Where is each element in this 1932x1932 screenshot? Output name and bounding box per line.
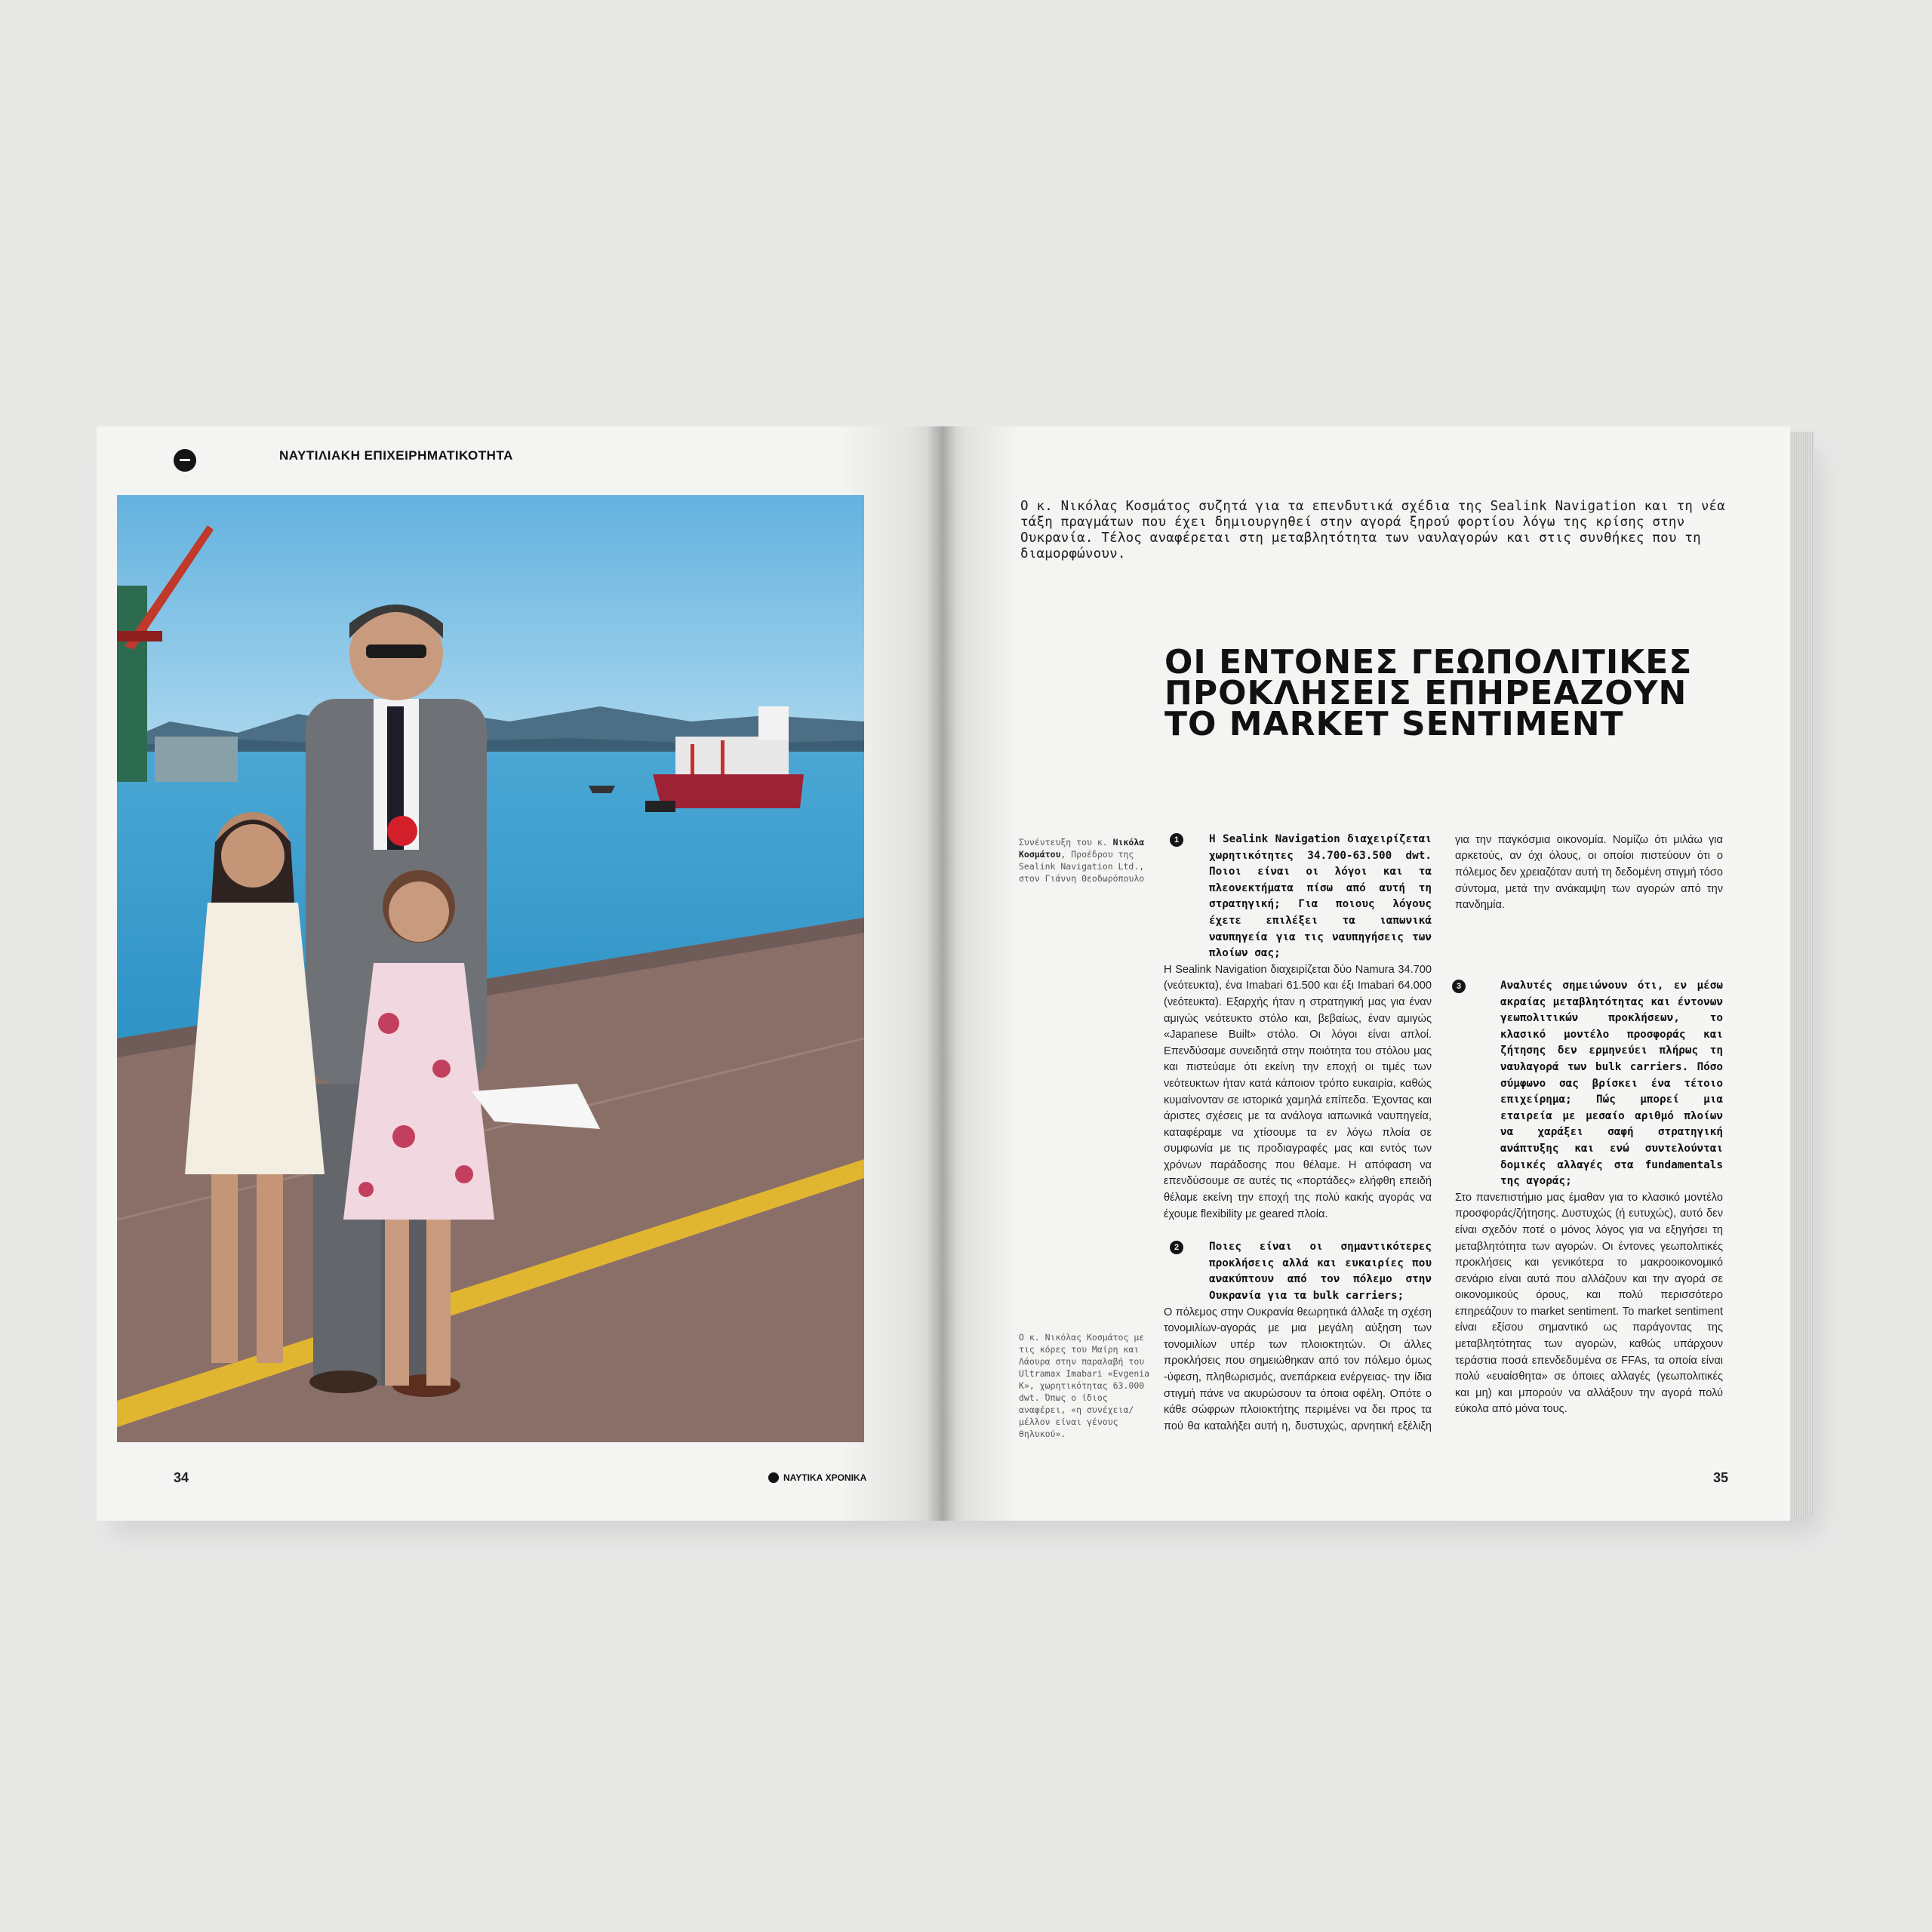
answer-text: Η Sealink Navigation διαχειρίζεται δύο Namura 34.700 (νεότευκτα), ένα Imabari 61.500 και έξι Imabari 64.000 (νεότευκτα). Εξαρχής ήταν η στρατηγική μας για έναν αμιγώς νεότευκτο στόλο και, βεβαίως, έναν αμιγώς «Japanese Built» στόλο. Οι λόγοι είναι απλοί. Επενδύσαμε συνειδητά στην ποιότητα του στόλου μας και πιστεύαμε ότι εκείνη την εποχή οι τιμές των νεότευκτων ήταν κατά κάποιον τρόπο ευκαιρία, καθώς κυμαίνονταν σε ιστορικά χαμηλά επίπεδα. Έχοντας και άριστες σχέσεις με τα ανάλογα ιαπωνικά ναυπηγεία, καταφέραμε να χτίσουμε τα εν λόγω πλοία σε συμφωνία με τις προδιαγραφές μας και εντός των χρόνων παράδοσης που θέλαμε. Η απόφαση να επενδύσουμε σε αυτές τις «πορτάδες» ελήφθη επειδή θέλαμε εκείνη την εποχή της πολύ κακής αγοράς να έχουμε flexibility με geared πλοία. — [1164, 963, 1432, 1220]
question-number-badge: 3 — [1452, 980, 1466, 993]
question-number-badge: 2 — [1170, 1241, 1183, 1254]
feature-photo — [117, 495, 864, 1442]
brand-logo-icon — [768, 1472, 779, 1483]
spine-gutter — [927, 426, 957, 1521]
answer-text: Ο πόλεμος στην Ουκρανία θεωρητικά άλλαξε τη σχέση τονομιλίων-αγοράς με μια μεγάλη αύξηση των τονομιλίων υπέρ των πλοιοκτητών. Οι άλλες προκλήσεις που σημειώθηκαν από τον πόλεμο όμως -ύφεση, πληθωρισμός, ανεπάρκεια ενέργειας- την ίδια στιγμή πάνε να ακυρώσουν τα όποια οφέλη. Οπότε ο κάθε σώφρων πλοιοκτήτης περιμένει να δει προς τα πού θα καταλήξει αυτή η, δυστυχώς, αρνητική εξέλιξη — [1164, 1306, 1432, 1432]
page-number-left: 34 — [174, 1470, 189, 1485]
question-number-badge: 1 — [1170, 833, 1183, 847]
question-text: Ποιες είναι οι σημαντικότερες προκλήσεις αλλά και ευκαιρίες που ανακύπτουν από τον πόλεμο στην Ουκρανία για τα bulk carriers; — [1209, 1241, 1432, 1303]
headline-line: ΤΟ MARKET SENTIMENT — [1164, 705, 1624, 743]
byline — [1019, 836, 1155, 884]
page-number-right: 35 — [1713, 1470, 1729, 1485]
harbor-family-photo — [117, 495, 864, 1442]
byline-name: Νικόλα Κοσμάτου — [1019, 837, 1145, 860]
photo-caption: Ο κ. Νικόλας Κοσμάτος με τις κόρες του Μαίρη και Λάουρα στην παραλαβή του Ultramax Imabari «Evgenia K», χωρητικότητας 63.000 dwt. Όπως ο ίδιος αναφέρει, «η συνέχεια/μέλλον είναι γένους θηλυκού». — [1019, 1332, 1150, 1439]
intro-paragraph: Ο κ. Νικόλας Κοσμάτος συζητά για τα επενδυτικά σχέδια της Sealink Navigation και τη νέα τάξη πραγμάτων που έχει δημιουργηθεί στην αγορά ξηρού φορτίου λόγω της κρίσης στην Ουκρανία. Τέλος αναφέρεται στη μεταβλητότητα των ναυλαγορών και στις συνθήκες που τη διαμορφώνουν. — [1020, 499, 1726, 561]
question-2 — [1164, 1239, 1432, 1304]
answer-text: Στο πανεπιστήμιο μας έμαθαν για το κλασικό μοντέλο προσφοράς/ζήτησης. Δυστυχώς (ή ευτυχώς), αυτό δεν είναι σχεδόν ποτέ ο μόνος λόγος για να εξηγήσει τη μεταβλητότητα των αγορών. Οι έντονες γεωπολιτικές προκλήσεις και γενικότερα το μακροοικονομικό σενάριο είναι αυτά που αλλάζουν και την αγορά σε οικονομικούς όρους, και πολύ περισσότερο επηρεάζουν το market sentiment. Το market sentiment είναι εξίσου σημαντικό ως παράγοντας της μεταβλητότητας των αγορών, καθώς υπάρχουν τεράστια ποσά επενδεδυμένα σε FFAs, τα οποία είναι πολύ «ευαίσθητα» σε όποιες αλλαγές (γεωπολιτικές και μη) και μπορούν να αλλάξουν την αγορά πολύ εύκολα από μόνα τους. — [1455, 1191, 1723, 1416]
headline-line: ΠΡΟΚΛΗΣΕΙΣ ΕΠΗΡΕΑΖΟΥΝ — [1164, 674, 1687, 712]
article-headline — [1164, 643, 1768, 743]
footer-brand — [768, 1472, 866, 1483]
byline-prefix: Συνέντευξη του κ. — [1019, 837, 1108, 848]
answer-continuation — [1455, 832, 1723, 961]
article-column-2 — [1455, 832, 1723, 1418]
footer-brand-label: ΝΑΥΤΙΚΑ ΧΡΟΝΙΚΑ — [783, 1472, 867, 1483]
section-logo-icon — [174, 449, 196, 472]
question-text: Αναλυτές σημειώνουν ότι, εν μέσω ακραίας μεταβλητότητας και έντονων γεωπολιτικών προκλήσεων, το κλασικό μοντέλο προσφοράς και ζήτησης δεν ερμηνεύει πλήρως τη ναυλαγορά των bulk carriers. Πόσο σύμφωνο σας βρίσκει ένα τέτοιο επιχείρημα; Πώς μπορεί μια εταιρεία με μεσαίο αριθμό πλοίων να χαράξει σαφή στρατηγική ανάπτυξης και ενώ συντελούνται δομικές αλλαγές στα fundamentals της αγοράς; — [1500, 980, 1723, 1188]
question-1 — [1164, 832, 1432, 962]
page-edges — [1790, 432, 1814, 1517]
question-3 — [1455, 978, 1723, 1190]
headline-line: ΟΙ ΕΝΤΟΝΕΣ ΓΕΩΠΟΛΙΤΙΚΕΣ — [1164, 643, 1693, 681]
answer-text-continued: για την παγκόσμια οικονομία. Νομίζω ότι μιλάω για αρκετούς, αν όχι όλους, οι οποίοι πιστεύουν ότι ο πόλεμος δεν χρειαζόταν αυτή τη δεδομένη στιγμή τόσο σύντομα, μετά την ανάκαμψη των αγορών από την πανδημία. — [1455, 833, 1723, 912]
article-column-1 — [1164, 832, 1432, 1435]
byline-rest: , Προέδρου της Sealink Navigation Ltd., στον Γιάννη Θεοδωρόπουλο — [1019, 849, 1145, 884]
section-title: ΝΑΥΤΙΛΙΑΚΗ ΕΠΙΧΕΙΡΗΜΑΤΙΚΟΤΗΤΑ — [279, 448, 513, 463]
question-text: Η Sealink Navigation διαχειρίζεται χωρητικότητες 34.700-63.500 dwt. Ποιοι είναι οι λόγοι και τα πλεονεκτήματα πίσω από αυτή τη στρατηγική; Για ποιους λόγους έχετε επιλέξει τα ιαπωνικά ναυπηγεία για τις ναυπηγήσεις των πλοίων σας; — [1209, 833, 1432, 960]
